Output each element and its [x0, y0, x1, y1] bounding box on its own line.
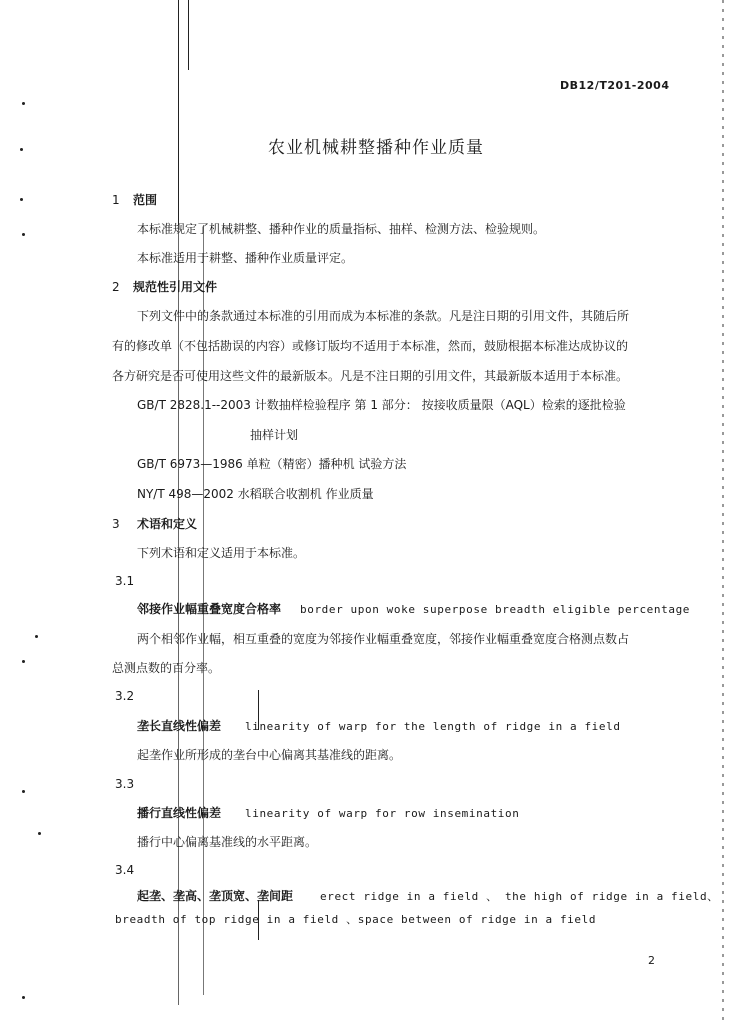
scan-dot-artifact [35, 635, 38, 638]
standard-code: DB12/T201-2004 [560, 79, 670, 92]
scan-dot-artifact [22, 790, 25, 793]
term-chinese: 垄长直线性偏差 [137, 719, 222, 733]
term-definition: 播行中心偏离基准线的水平距离。 [137, 835, 318, 849]
term-chinese: 起垄、垄高、垄顶宽、垄间距 [137, 889, 294, 903]
reference-entry-continued: 抽样计划 [250, 428, 299, 442]
scan-dot-artifact [20, 198, 23, 201]
term-definition: 起垄作业所形成的垄台中心偏离其基准线的距离。 [137, 748, 402, 762]
section-3-heading: 术语和定义 [137, 517, 198, 531]
reference-entry: GB/T 2828.1--2003 计数抽样检验程序 第 1 部分： 按接收质量限（AQL）检索的逐批检验 [137, 398, 626, 412]
clause-number: 3.1 [115, 574, 135, 588]
section-2-paragraph-line: 下列文件中的条款通过本标准的引用而成为本标准的条款。凡是注日期的引用文件，其随后所 [137, 309, 630, 323]
term-english-line: erect ridge in a field 、 the high of ridge in a field、 [320, 890, 719, 903]
term-definition-line: 总测点数的百分率。 [112, 661, 221, 675]
term-english: linearity of warp for row insemination [245, 807, 520, 820]
scan-edge-artifact [722, 0, 724, 1024]
section-1-paragraph: 本标准适用于耕整、播种作业质量评定。 [137, 251, 354, 265]
scan-dot-artifact [22, 996, 25, 999]
scan-dot-artifact [38, 832, 41, 835]
page-number: 2 [648, 954, 655, 967]
term-definition-line: 两个相邻作业幅，相互重叠的宽度为邻接作业幅重叠宽度，邻接作业幅重叠宽度合格测点数占 [137, 632, 630, 646]
section-2-heading: 规范性引用文件 [133, 280, 218, 294]
scan-dot-artifact [22, 660, 25, 663]
scan-line-artifact [178, 0, 179, 225]
section-1-number: 1 [112, 193, 120, 207]
clause-number: 3.4 [115, 863, 135, 877]
section-3-number: 3 [112, 517, 120, 531]
clause-number: 3.2 [115, 689, 135, 703]
clause-number: 3.3 [115, 777, 135, 791]
term-chinese: 邻接作业幅重叠宽度合格率 [137, 602, 282, 616]
section-2-paragraph-line: 各方研究是否可使用这些文件的最新版本。凡是不注日期的引用文件，其最新版本适用于本标准。 [112, 369, 629, 383]
section-1-paragraph: 本标准规定了机械耕整、播种作业的质量指标、抽样、检测方法、检验规则。 [137, 222, 546, 236]
reference-entry: GB/T 6973—1986 单粒（精密）播种机 试验方法 [137, 457, 407, 471]
scan-dot-artifact [22, 102, 25, 105]
term-chinese: 播行直线性偏差 [137, 806, 222, 820]
scan-dot-artifact [22, 233, 25, 236]
term-english-line: breadth of top ridge in a field 、space between of ridge in a field [115, 913, 597, 926]
scan-line-artifact [188, 0, 189, 70]
term-english: linearity of warp for the length of ridge in a field [245, 720, 621, 733]
section-1-heading: 范围 [133, 193, 158, 207]
reference-entry: NY/T 498—2002 水稻联合收割机 作业质量 [137, 487, 374, 501]
section-3-paragraph: 下列术语和定义适用于本标准。 [137, 546, 306, 560]
scan-dot-artifact [20, 148, 23, 151]
section-2-paragraph-line: 有的修改单（不包括勘误的内容）或修订版均不适用于本标准，然而，鼓励根据本标准达成协议的 [112, 339, 629, 353]
document-title: 农业机械耕整播种作业质量 [268, 138, 484, 158]
section-2-number: 2 [112, 280, 120, 294]
term-english: border upon woke superpose breadth eligible percentage [300, 603, 691, 616]
